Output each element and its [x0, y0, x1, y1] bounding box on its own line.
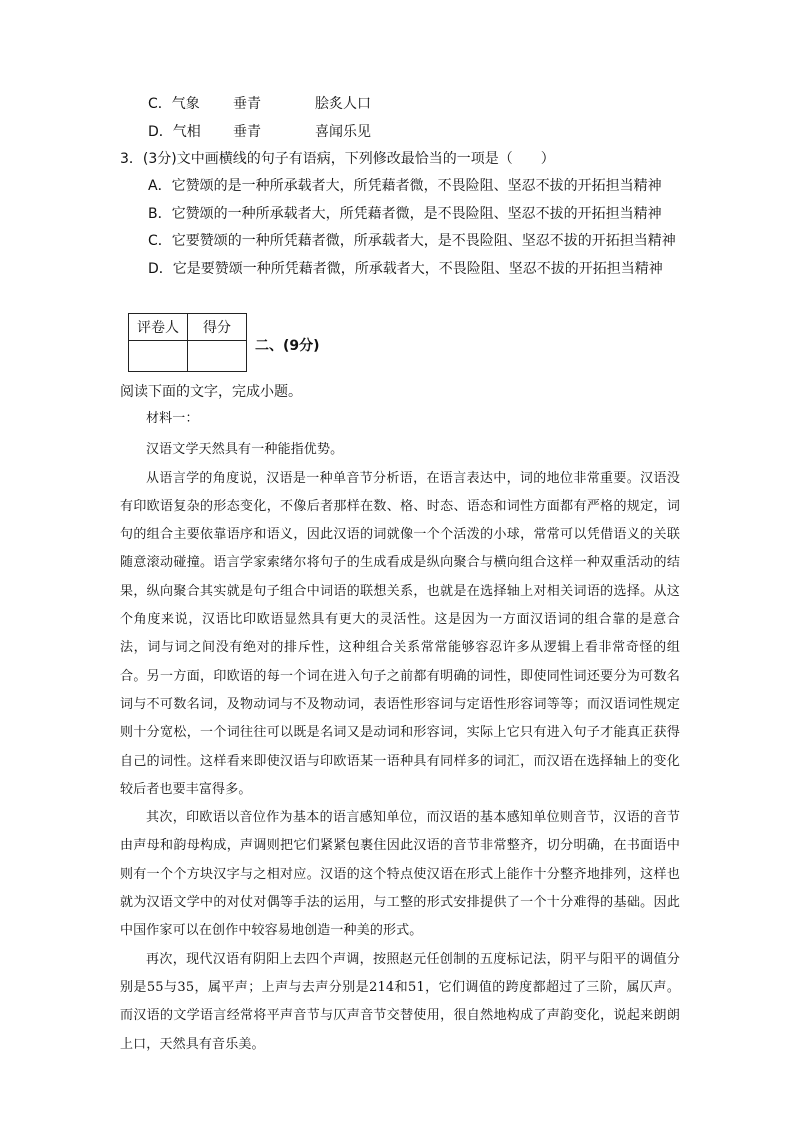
q2-option-d-label: D．气相 [148, 124, 201, 140]
q2-option-c [148, 95, 200, 113]
q2-option-d-word1: 垂青 [233, 124, 261, 140]
q2-option-d-word2: 喜闻乐见 [315, 124, 371, 140]
q2-option-c-label: C．气象 [148, 96, 200, 112]
reviewer-label: 评卷人 [129, 314, 188, 341]
q3-option-c: C．它要赞颂的一种所凭藉者微，所承载者大，是不畏险阻、坚忍不拔的开拓担当精神 [148, 233, 676, 249]
material-lead: 汉语文学天然具有一种能指优势。 [146, 442, 344, 458]
q2-option-d [148, 123, 201, 141]
material-paragraph-1: 从语言学的角度说，汉语是一种单音节分析语，在语言表达中，词的地位非常重要。汉语没有印欧语复杂的形态变化，不像后者那样在数、格、时态、语态和词性方面都有严格的规定，词句的组合主要依靠语序和语义，因此汉语的词就像一个个活泼的小球，常常可以凭借语义的关联随意滚动碰撞。语言学家索绪尔将句子的生成看成是纵向聚合与横向组合这样一种双重活动的结果，纵向聚合其实就是句子组合中词语的联想关系，也就是在选择轴上对相关词语的选择。从这个角度来说，汉语比印欧语显然具有更大的灵活性。这是因为一方面汉语词的组合靠的是意合法，词与词之间没有绝对的排斥性，这种组合关系常常能够容忍许多从逻辑上看非常奇怪的组合。另一方面，印欧语的每一个词在进入句子之前都有明确的词性，即使同性词还要分为可数名词与不可数名词，及物动词与不及物动词，表语性形容词与定语性形容词等等；而汉语词性规定则十分宽松，一个词往往可以既是名词又是动词和形容词，实际上它只有进入句子才能真正获得自己的词性。这样看来即使汉语与印欧语某一语种具有同样多的词汇，而汉语在选择轴上的变化较后者也要丰富得多。 [120, 470, 680, 797]
material-paragraph-3: 再次，现代汉语有阴阳上去四个声调，按照赵元任创制的五度标记法，阴平与阳平的调值分别是55与35，属平声；上声与去声分别是214和51，它们调值的跨度都超过了三阶，属仄声。而汉语的文学语言经常将平声音节与仄声音节交替使用，很自然地构成了声韵变化，说起来朗朗上口，天然具有音乐美。 [120, 951, 680, 1052]
q3-option-b: B．它赞颂的一种所承载者大，所凭藉者微，是不畏险阻、坚忍不拔的开拓担当精神 [148, 206, 662, 222]
material-body [120, 405, 680, 1059]
q2-option-c-word2: 脍炙人口 [315, 96, 371, 112]
reading-instruction: 阅读下面的文字，完成小题。 [120, 384, 302, 400]
score-box [128, 313, 247, 372]
material-paragraph-2: 其次，印欧语以音位作为基本的语言感知单位，而汉语的基本感知单位则音节，汉语的音节由声母和韵母构成，声调则把它们紧紧包裹住因此汉语的音节非常整齐，切分明确，在书面语中则有一个个方块汉字与之相对应。汉语的这个特点使汉语在形式上能作十分整齐地排列，这样也就为汉语文学中的对仗对偶等手法的运用，与工整的形式安排提供了一个十分难得的基础。因此中国作家可以在创作中较容易地创造一种美的形式。 [120, 810, 680, 939]
reviewer-cell [129, 341, 188, 372]
score-cell [188, 341, 247, 372]
q3-option-a: A．它赞颂的是一种所承载者大，所凭藉者微，不畏险阻、坚忍不拔的开拓担当精神 [148, 178, 662, 194]
q2-option-c-word1: 垂青 [233, 96, 261, 112]
score-label: 得分 [188, 314, 247, 341]
q3-stem: 3．(3分)文中画横线的句子有语病，下列修改最恰当的一项是（ ） [120, 151, 555, 167]
section-title: 二、(9分) [255, 338, 320, 354]
material-heading: 材料一： [146, 411, 199, 426]
q3-option-d: D．它是要赞颂一种所凭藉者微，所承载者大，不畏险阻、坚忍不拔的开拓担当精神 [148, 261, 663, 277]
